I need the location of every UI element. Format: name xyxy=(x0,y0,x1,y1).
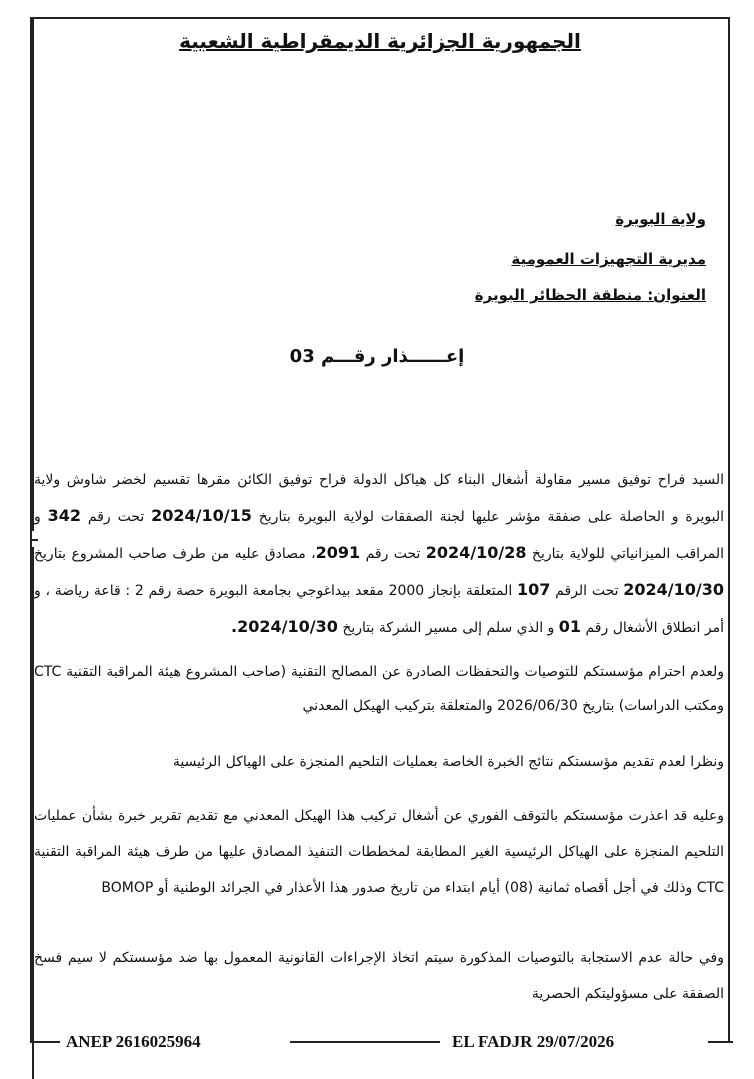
p1-text: تحت رقم xyxy=(360,546,426,562)
p1-text: تحت رقم xyxy=(81,509,152,525)
directorate-label: مديرية التجهيزات العمومية xyxy=(511,250,706,268)
p1-text: و المراقب الميزانياتي للولاية بتاريخ xyxy=(34,509,724,562)
frame-left-line-top xyxy=(32,19,34,531)
p1-text: ، مصادق عليه من طرف صاحب المشروع بتاريخ xyxy=(34,546,316,562)
paragraph-5: وفي حالة عدم الاستجابة بالتوصيات المذكورة سيتم اتخاذ الإجراءات القانونية المعمول بها ضد مؤسستكم لا سيم فسخ الصفقة على مسؤوليتكم الحصرية xyxy=(34,950,724,1002)
paragraph-4: وعليه قد اعذرت مؤسستكم بالتوقف الفوري عن أشغال تركيب هذا الهيكل المعدني مع تقديم تقرير خبرة بشأن عمليات التلحيم المنجزة على الهياكل الرئيسية الغير المطابقة لمخططات التنفيذ المصادق عليها من طرف هيئة المراقبة التقنية CTC وذلك في أجل أقصاه ثمانية (08) أيام ابتداء من تاريخ صدور هذا الأعذار في الجرائد الوطنية أو BOMOP xyxy=(34,808,724,896)
footer-rule xyxy=(30,1041,60,1043)
footer-rule xyxy=(290,1041,440,1043)
date-1: 2024/10/15 xyxy=(151,506,252,525)
notice-title: إعــــــذار رقـــم 03 xyxy=(289,346,465,367)
p1-text: السيد فراح توفيق مسير مقاولة أشغال البناء كل هياكل الدولة فراح توفيق الكائن مقرها تقسيم لخضر شاوش ولاية البويرة و الحاصلة على صفقة مؤشر عليها لجنة الصفقات لولاية البويرة بتاريخ xyxy=(34,472,724,525)
paragraph-1 xyxy=(34,462,724,646)
date-4: 2024/10/30. xyxy=(231,617,338,636)
number-1: 342 xyxy=(47,506,82,525)
date-3: 2024/10/30 xyxy=(623,580,725,599)
p1-text: تحت الرقم xyxy=(550,583,624,599)
number-2: 2091 xyxy=(315,543,361,562)
date-2: 2024/10/28 xyxy=(425,543,527,562)
p1-text: و الذي سلم إلى مسير الشركة بتاريخ xyxy=(337,620,559,636)
footer-rule xyxy=(708,1041,733,1043)
newspaper-date: EL FADJR 29/07/2026 xyxy=(452,1032,615,1051)
number-4: 01 xyxy=(558,617,582,636)
address-label: العنوان: منطقة الحظائر البويرة xyxy=(474,286,706,304)
p1-text: المتعلقة بإنجاز 2000 مقعد بيداغوجي بجامعة البويرة حصة رقم 2 : قاعة رياضة ، و أمر انطلاق الأشغال رقم xyxy=(34,583,724,636)
wilaya-label: ولاية البويرة xyxy=(615,210,706,228)
paragraph-2: ولعدم احترام مؤسستكم للتوصيات والتحفظات الصادرة عن المصالح التقنية (صاحب المشروع هيئة المراقبة التقنية CTC ومكتب الدراسات) بتاريخ 2026/06/30 والمتعلقة بتركيب الهيكل المعدني xyxy=(34,664,724,714)
paragraph-3: ونظرا لعدم تقديم مؤسستكم نتائج الخبرة الخاصة بعمليات التلحيم المنجزة على الهياكل الرئيسية xyxy=(172,754,724,770)
anep-reference: ANEP 2616025964 xyxy=(66,1032,201,1051)
number-3: 107 xyxy=(517,580,551,599)
republic-title: الجمهورية الجزائرية الديمقراطية الشعبية xyxy=(179,29,581,53)
